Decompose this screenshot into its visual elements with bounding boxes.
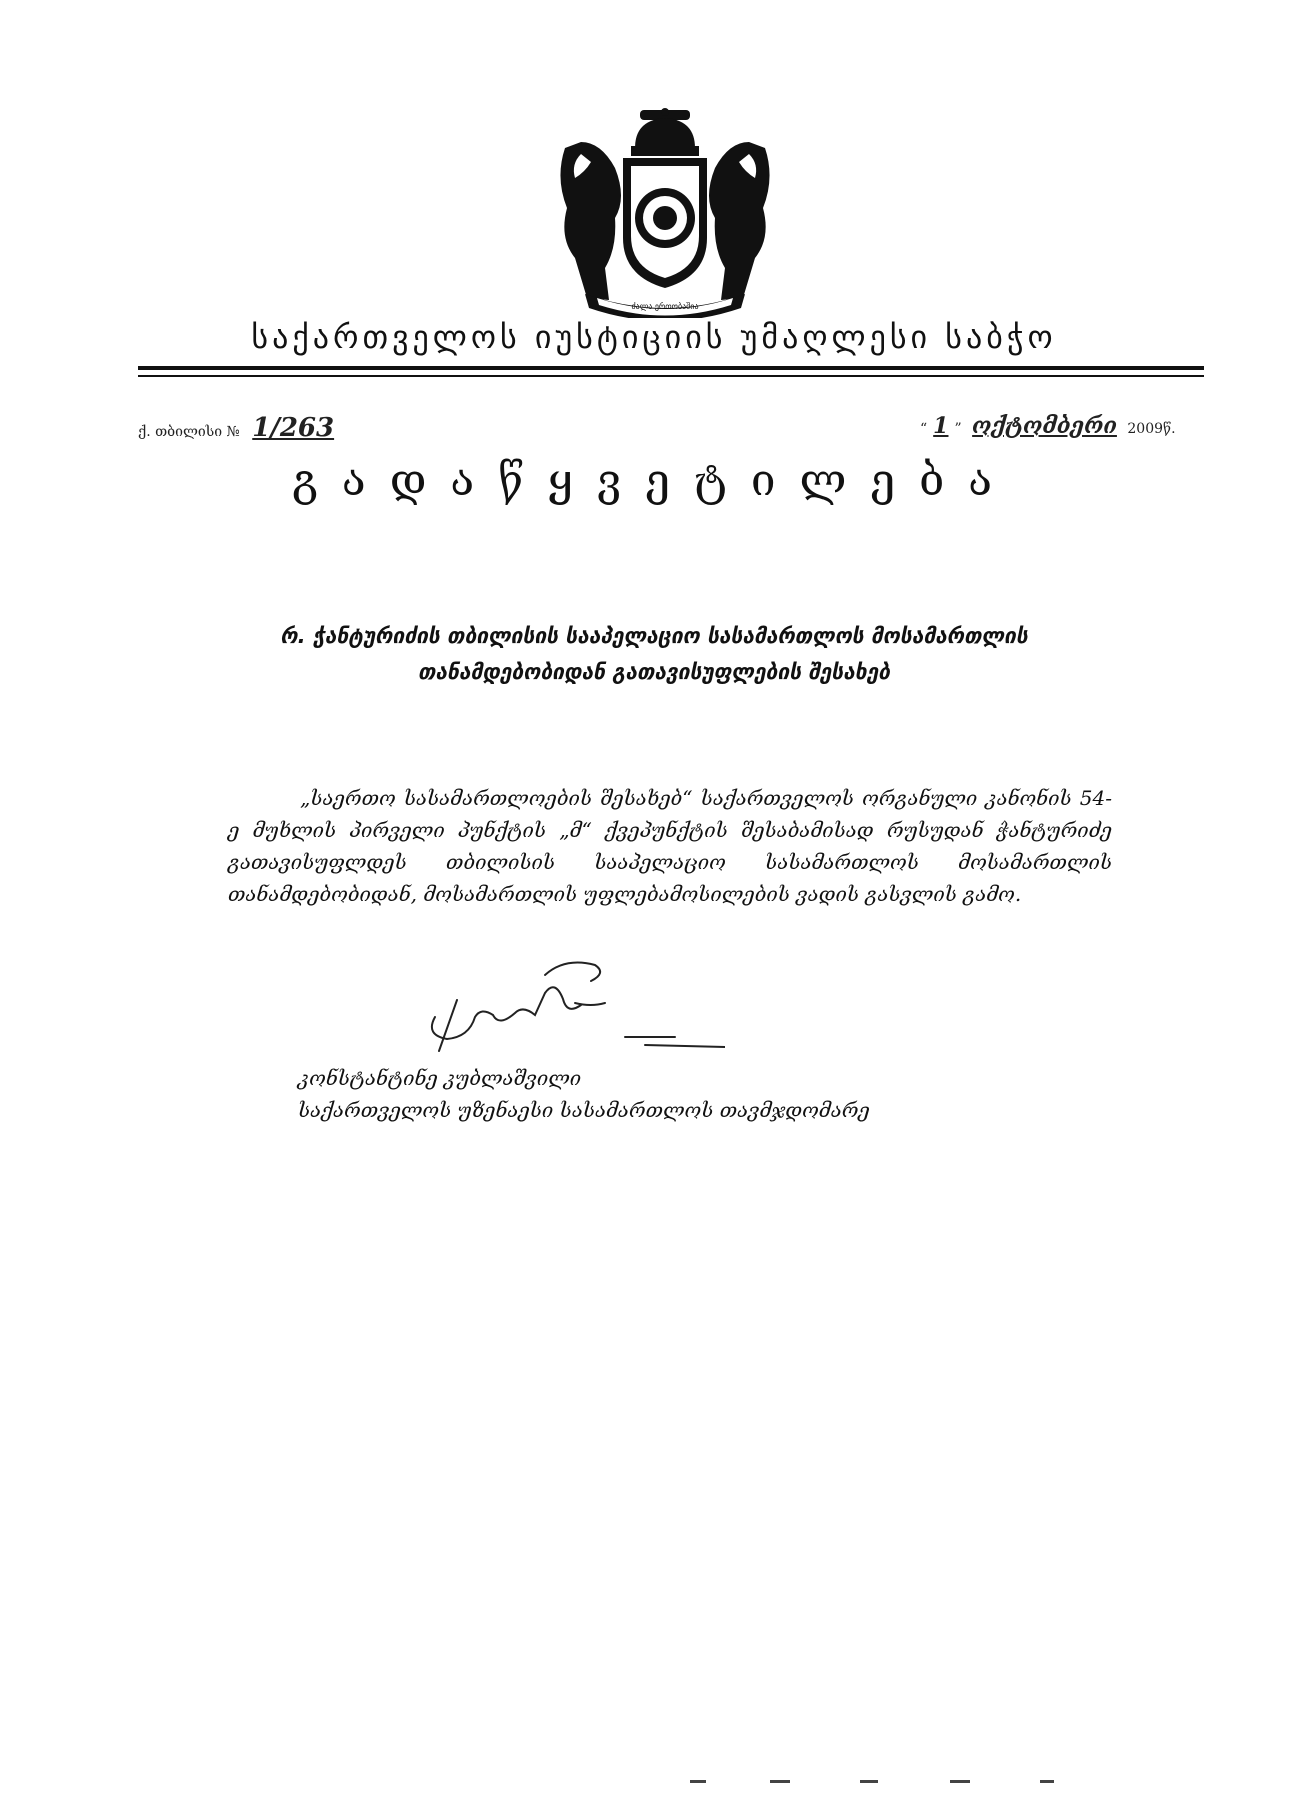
scan-artifact-marks — [690, 1778, 1070, 1784]
date-month: ოქტომბერი — [972, 413, 1117, 439]
handwritten-signature — [395, 955, 725, 1065]
emblem-motto: ძალა ერთობაშია — [631, 302, 699, 311]
signer-block — [298, 1062, 870, 1126]
document-number — [138, 413, 334, 443]
header-rule-thin — [138, 375, 1204, 377]
date-year: 2009წ. — [1127, 421, 1176, 437]
subject-line: რ. ჭანტურიძის თბილისის სააპელაციო სასამართლოს მოსამართლის — [280, 624, 1028, 648]
document-title: გადაწყვეტილება — [291, 455, 1016, 506]
signer-name: კონსტანტინე კუბლაშვილი — [298, 1066, 582, 1090]
signer-position: საქართველოს უზენაესი სასამართლოს თავმჯდომარე — [298, 1098, 870, 1122]
document-subject — [0, 618, 1308, 690]
date-day: 1 — [933, 413, 949, 439]
document-date: “ 1 ” ოქტომბერი 2009წ. — [920, 413, 1176, 439]
decision-body: „საერთო სასამართლოების შესახებ“ საქართველოს ორგანული კანონის 54-ე მუხლის პირველი პუნქტის „მ“ ქვეპუნქტის შესაბამისად რუსუდან ჭანტურიძე გათავისუფლდეს თბილისის სააპელაციო სასამართლოს მოსამართლის თანამდებობიდან, მოსამართლის უფლებამოსილების ვადის გასვლის გამო. — [228, 786, 1112, 906]
institution-name: საქართველოს იუსტიციის უმაღლესი საბჭო — [251, 318, 1057, 356]
subject-line: თანამდებობიდან გათავისუფლების შესახებ — [418, 660, 890, 684]
header-rule — [138, 366, 1204, 370]
coat-of-arms-emblem — [545, 108, 785, 318]
number-label: ქ. თბილისი № — [138, 424, 240, 440]
number-value: 1/263 — [252, 413, 335, 443]
